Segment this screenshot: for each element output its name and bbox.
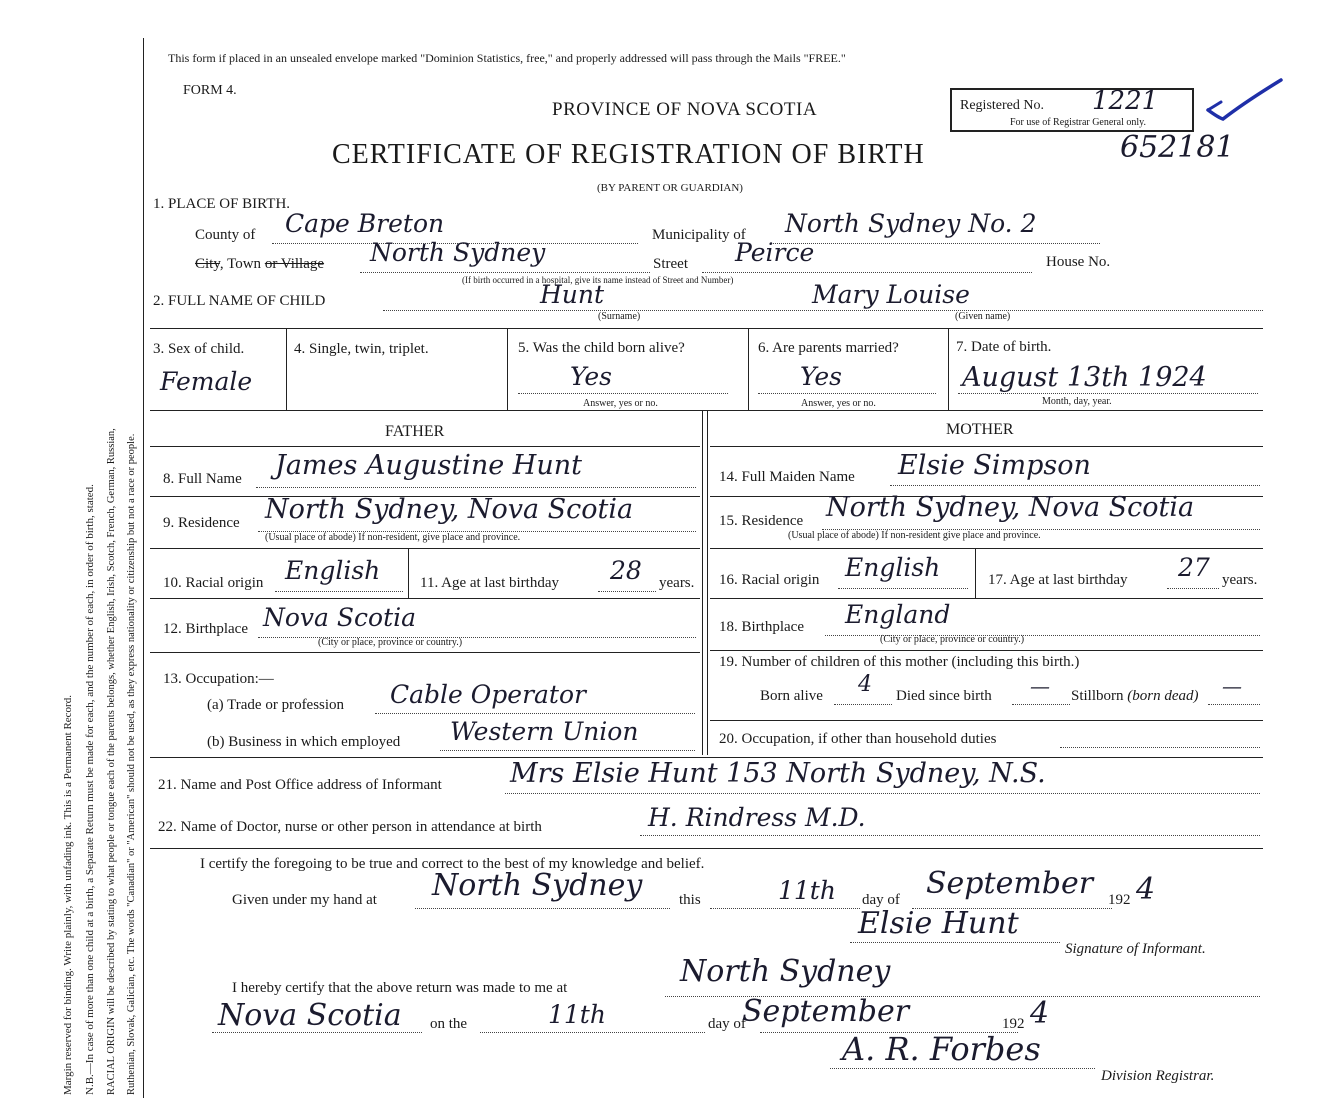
father-name-label: 8. Full Name <box>163 471 242 487</box>
informant-label: 21. Name and Post Office address of Informant <box>158 777 442 793</box>
informant-signature: Elsie Hunt <box>858 906 1019 941</box>
certify-statement: I certify the foregoing to be true and correct to the best of my knowledge and belief. <box>200 856 705 872</box>
mother-residence-label: 15. Residence <box>719 513 804 529</box>
doctor-value: H. Rindress M.D. <box>648 803 866 832</box>
father-residence-value: North Sydney, Nova Scotia <box>265 494 634 525</box>
mother-age-value: 27 <box>1178 553 1210 582</box>
registrar-signature: A. R. Forbes <box>842 1030 1041 1068</box>
parents-married-label: 6. Are parents married? <box>758 340 899 356</box>
certify-day-value: 11th <box>778 876 836 905</box>
parents-married-caption: Answer, yes or no. <box>801 398 876 409</box>
informant-value: Mrs Elsie Hunt 153 North Sydney, N.S. <box>510 758 1046 789</box>
mother-maiden-name-label: 14. Full Maiden Name <box>719 469 855 485</box>
stillborn-value: — <box>1222 674 1242 698</box>
child-given-name-value: Mary Louise <box>812 280 970 309</box>
father-age-years: years. <box>659 575 695 591</box>
father-name-value: James Augustine Hunt <box>275 450 582 481</box>
registrar-signature-caption: Division Registrar. <box>1101 1068 1215 1084</box>
registrar-year-suffix: 4 <box>1030 996 1050 1031</box>
registrar-on-the-label: on the <box>430 1016 468 1032</box>
sex-label: 3. Sex of child. <box>153 341 245 357</box>
place-of-birth-label: 1. PLACE OF BIRTH. <box>153 196 291 212</box>
mother-residence-caption: (Usual place of abode) If non-resident give place and province. <box>788 530 1041 541</box>
stillborn-label <box>1071 688 1199 705</box>
father-age-label: 11. Age at last birthday <box>420 575 559 591</box>
died-since-birth-value: — <box>1030 674 1050 698</box>
registered-no-note: For use of Registrar General only. <box>1010 117 1146 128</box>
mother-birthplace-value: England <box>845 600 951 629</box>
born-alive-answer: Yes <box>570 362 612 391</box>
children-count-label: 19. Number of children of this mother (including this birth.) <box>719 654 1080 670</box>
margin-binding-note: Margin reserved for binding. Write plainly, with unfading ink. This is a Permanent Record. <box>62 695 74 1095</box>
certificate-subtitle: (BY PARENT OR GUARDIAN) <box>597 182 743 194</box>
parents-married-answer: Yes <box>800 362 842 391</box>
father-age-value: 28 <box>610 556 642 585</box>
surname-caption: (Surname) <box>598 311 641 322</box>
registrar-day-value: 11th <box>548 1000 606 1029</box>
certify-month-value: September <box>926 866 1094 901</box>
registrar-place-1: North Sydney <box>680 954 891 989</box>
form-number: FORM 4. <box>183 83 237 98</box>
registered-no-value: 1221 <box>1092 86 1159 116</box>
certify-year-prefix: 192 <box>1108 892 1131 908</box>
municipality-label: Municipality of <box>652 227 746 243</box>
date-of-birth-caption: Month, day, year. <box>1042 396 1112 407</box>
child-surname-value: Hunt <box>540 280 605 309</box>
father-heading: FATHER <box>385 423 445 440</box>
given-name-caption: (Given name) <box>955 311 1011 322</box>
registrar-year-prefix: 192 <box>1002 1016 1025 1032</box>
margin-racial-note-1: RACIAL ORIGIN will be described by stating to what people or tongue each of the parents belongs, whether English, Irish, Scotch, French, German, Russian, <box>106 428 117 1095</box>
house-no-label: House No. <box>1046 254 1111 270</box>
county-value: Cape Breton <box>285 209 445 238</box>
street-label: Street <box>653 256 688 272</box>
city-town-village-label: City, Town or Village <box>195 256 325 272</box>
mother-age-years: years. <box>1222 572 1258 588</box>
mother-residence-value: North Sydney, Nova Scotia <box>826 492 1195 523</box>
doctor-label: 22. Name of Doctor, nurse or other person in attendance at birth <box>158 819 542 835</box>
this-label: this <box>679 892 701 908</box>
business-employed-value: Western Union <box>450 717 639 746</box>
county-label: County of <box>195 227 256 243</box>
father-racial-origin-label: 10. Racial origin <box>163 575 264 591</box>
certify-year-suffix: 4 <box>1136 872 1156 907</box>
registered-no-box <box>950 88 1194 132</box>
born-alive-question-label: 5. Was the child born alive? <box>518 340 685 356</box>
mail-notice: This form if placed in an unsealed envelope marked "Dominion Statistics, free," and properly addressed will pass through the Mails "FREE." <box>168 51 846 65</box>
date-of-birth-value: August 13th 1924 <box>962 362 1207 393</box>
born-alive-count-label: Born alive <box>760 688 823 704</box>
father-occupation-label: 13. Occupation:— <box>163 671 274 687</box>
mother-age-label: 17. Age at last birthday <box>988 572 1128 588</box>
left-margin-rule <box>143 38 144 1098</box>
father-residence-caption: (Usual place of abode) If non-resident, give place and province. <box>265 532 521 543</box>
mother-racial-origin-label: 16. Racial origin <box>719 572 820 588</box>
mother-birthplace-label: 18. Birthplace <box>719 619 804 635</box>
stillborn-note: (born dead) <box>1127 688 1199 704</box>
city-value: North Sydney <box>370 238 546 267</box>
hospital-note: (If birth occurred in a hospital, give its name instead of Street and Number) <box>462 275 734 285</box>
mother-heading: MOTHER <box>946 421 1014 438</box>
given-place-value: North Sydney <box>432 868 643 903</box>
certify-day-of-label: day of <box>862 892 900 908</box>
sex-value: Female <box>160 367 253 396</box>
father-residence-label: 9. Residence <box>163 515 240 531</box>
blue-check-mark-icon <box>1205 72 1285 122</box>
mother-maiden-name-value: Elsie Simpson <box>898 450 1091 481</box>
registered-no-label: Registered No. <box>960 98 1044 113</box>
date-of-birth-label: 7. Date of birth. <box>956 339 1052 355</box>
municipality-value: North Sydney No. 2 <box>785 209 1037 238</box>
given-under-hand-label: Given under my hand at <box>232 892 377 908</box>
father-birthplace-value: Nova Scotia <box>263 603 417 632</box>
plurality-label: 4. Single, twin, triplet. <box>294 341 429 357</box>
registration-number: 652181 <box>1120 130 1235 165</box>
father-racial-origin-value: English <box>285 556 381 585</box>
certificate-title: CERTIFICATE OF REGISTRATION OF BIRTH <box>332 139 925 170</box>
margin-racial-note-2: Ruthenian, Slovak, Galician, etc. The words "Canadian" or "American" should not be used, as they express nationality or citizenship but not a race or people. <box>126 433 137 1095</box>
margin-nb-note: N.B.—In case of more than one child at a birth, a Separate Return must be made for each, and the number of each, in order of birth, stated. <box>84 484 96 1095</box>
died-since-birth-label: Died since birth <box>896 688 992 704</box>
registrar-place-2: Nova Scotia <box>218 998 402 1033</box>
mother-birthplace-caption: (City or place, province or country.) <box>880 634 1025 645</box>
child-name-label: 2. FULL NAME OF CHILD <box>153 293 326 309</box>
born-alive-caption: Answer, yes or no. <box>583 398 658 409</box>
mother-racial-origin-value: English <box>845 553 941 582</box>
trade-profession-value: Cable Operator <box>390 680 586 709</box>
registrar-month-value: September <box>742 994 910 1029</box>
business-employed-label: (b) Business in which employed <box>207 734 401 750</box>
registrar-day-of-label: day of <box>708 1016 746 1032</box>
stillborn-text: Stillborn <box>1071 688 1124 704</box>
born-alive-count-value: 4 <box>858 672 872 697</box>
street-value: Peirce <box>735 238 815 267</box>
mother-occupation-label: 20. Occupation, if other than household duties <box>719 731 997 747</box>
province-heading: PROVINCE OF NOVA SCOTIA <box>552 99 818 120</box>
registrar-statement: I hereby certify that the above return was made to me at <box>232 980 568 996</box>
father-birthplace-caption: (City or place, province or country.) <box>318 637 463 648</box>
trade-profession-label: (a) Trade or profession <box>207 697 345 713</box>
informant-signature-caption: Signature of Informant. <box>1065 941 1206 957</box>
father-birthplace-label: 12. Birthplace <box>163 621 248 637</box>
